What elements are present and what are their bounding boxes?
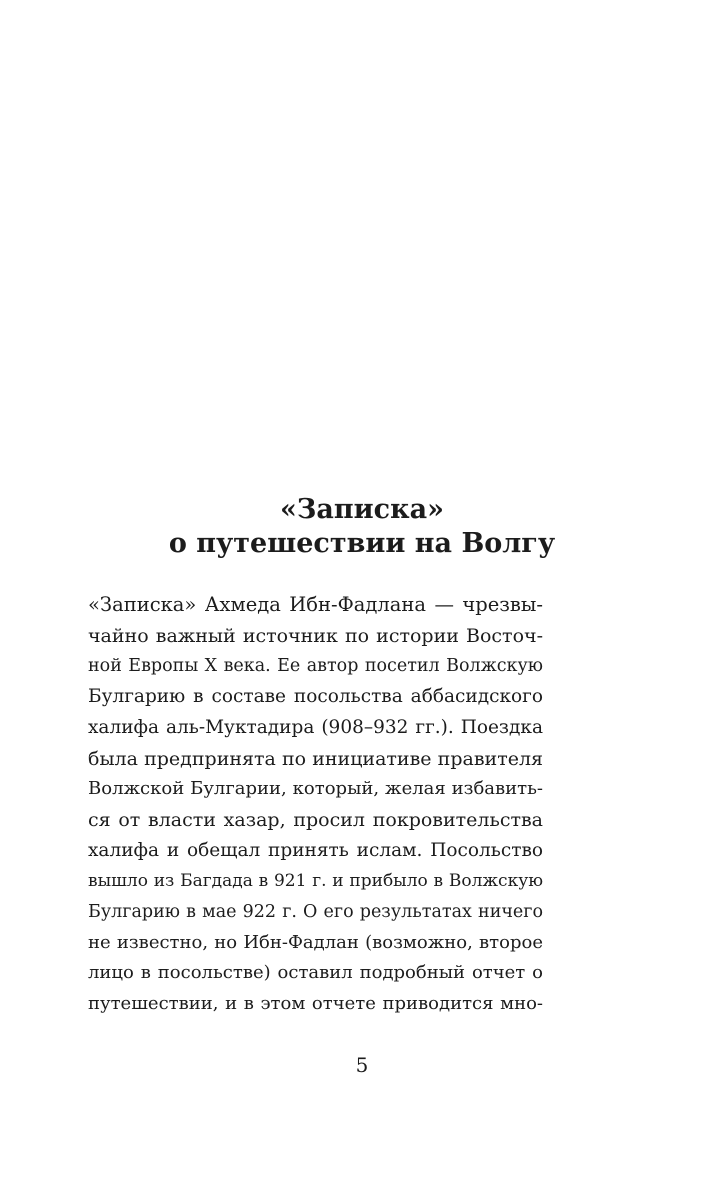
text-line: ся от власти хазар, просил покровительства <box>88 808 543 831</box>
text-line: была предпринята по инициативе правителя <box>88 747 543 770</box>
chapter-title <box>0 493 724 561</box>
text-line: путешествии, и в этом отчете приводится мно- <box>88 993 543 1015</box>
body-paragraph <box>88 590 543 1020</box>
text-line: халифа аль-Муктадира (908–932 гг.). Поездка <box>88 716 543 738</box>
text-line: халифа и обещал принять ислам. Посольство <box>88 839 543 861</box>
text-line: Булгарию в составе посольства аббасидского <box>88 686 543 708</box>
text-line: вышло из Багдада в 921 г. и прибыло в Волжскую <box>88 871 543 892</box>
text-line: лицо в посольстве) оставил подробный отчет о <box>88 962 543 984</box>
text-line: чайно важный источник по истории Восточ- <box>88 624 543 647</box>
text-line: Булгарию в мае 922 г. О его результатах ничего <box>88 902 543 923</box>
text-line: Волжской Булгарии, который, желая избавить- <box>88 778 543 800</box>
title-line-1: «Записка» <box>280 494 444 525</box>
text-line: «Записка» Ахмеда Ибн-Фадлана — чрезвы- <box>88 593 543 616</box>
text-line: не известно, но Ибн-Фадлан (возможно, второе <box>88 931 543 953</box>
title-line-2: о путешествии на Волгу <box>168 528 556 559</box>
text-line: ной Европы X века. Ее автор посетил Волжскую <box>88 656 543 677</box>
page-number: 5 <box>355 1053 369 1077</box>
